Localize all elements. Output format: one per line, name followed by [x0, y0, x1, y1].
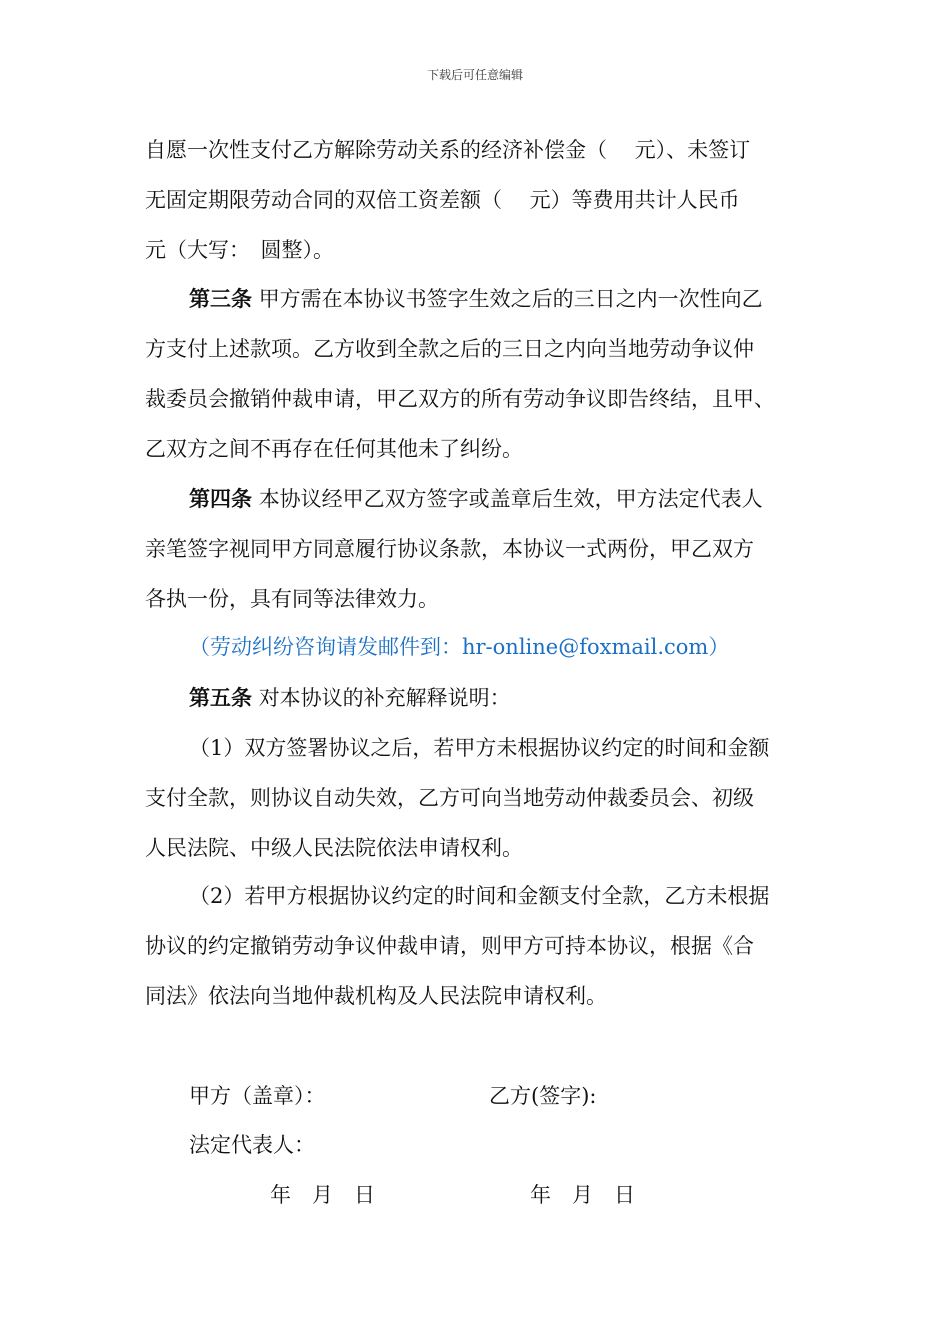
- body-line: 元（大写： 圆整）。: [145, 238, 334, 262]
- legal-rep-label: 法定代表人：: [189, 1133, 315, 1157]
- body-line: 支付全款，则协议自动失效，乙方可向当地劳动仲裁委员会、初级: [145, 786, 754, 810]
- body-line: （2）若甲方根据协议约定的时间和金额支付全款，乙方未根据: [189, 884, 770, 908]
- body-line: 亲笔签字视同甲方同意履行协议条款，本协议一式两份，甲乙双方: [145, 537, 754, 561]
- email-note-link[interactable]: （劳动纠纷咨询请发邮件到：hr-online@foxmail.com）: [189, 635, 730, 659]
- body-line: 甲方需在本协议书签字生效之后的三日之内一次性向乙: [258, 287, 763, 311]
- body-line: 对本协议的补充解释说明：: [258, 686, 511, 710]
- body-line: 协议的约定撤销劳动争议仲裁申请，则甲方可持本协议，根据《合: [145, 934, 754, 958]
- body-line: （1）双方签署协议之后，若甲方未根据协议约定的时间和金额: [189, 736, 770, 760]
- date-a-label: 年 月 日: [270, 1183, 375, 1207]
- body-line: 方支付上述款项。乙方收到全款之后的三日之内向当地劳动争议仲: [145, 337, 754, 361]
- article-3-first-line: [189, 284, 763, 314]
- body-line: 无固定期限劳动合同的双倍工资差额（ 元）等费用共计人民币: [145, 188, 740, 212]
- date-b-label: 年 月 日: [530, 1183, 635, 1207]
- party-b-sign-label: 乙方(签字):: [489, 1084, 597, 1108]
- body-line: 裁委员会撤销仲裁申请，甲乙双方的所有劳动争议即告终结，且甲、: [145, 387, 775, 411]
- body-line: 同法》依法向当地仲裁机构及人民法院申请权利。: [145, 984, 607, 1008]
- body-line: 人民法院、中级人民法院依法申请权利。: [145, 836, 523, 860]
- article-4-first-line: [189, 484, 763, 514]
- body-line: 本协议经甲乙双方签字或盖章后生效，甲方法定代表人: [258, 487, 763, 511]
- body-line: 自愿一次性支付乙方解除劳动关系的经济补偿金（ 元）、未签订: [145, 138, 751, 162]
- body-line: 各执一份，具有同等法律效力。: [145, 587, 439, 611]
- article-4-label: 第四条: [189, 486, 252, 511]
- article-3-label: 第三条: [189, 286, 252, 311]
- party-a-seal-label: 甲方（盖章）：: [189, 1084, 326, 1108]
- header-note: 下载后可任意编辑: [426, 68, 523, 82]
- article-5-label: 第五条: [189, 685, 252, 710]
- body-line: 乙双方之间不再存在任何其他未了纠纷。: [145, 437, 523, 461]
- article-5-line: [189, 683, 511, 713]
